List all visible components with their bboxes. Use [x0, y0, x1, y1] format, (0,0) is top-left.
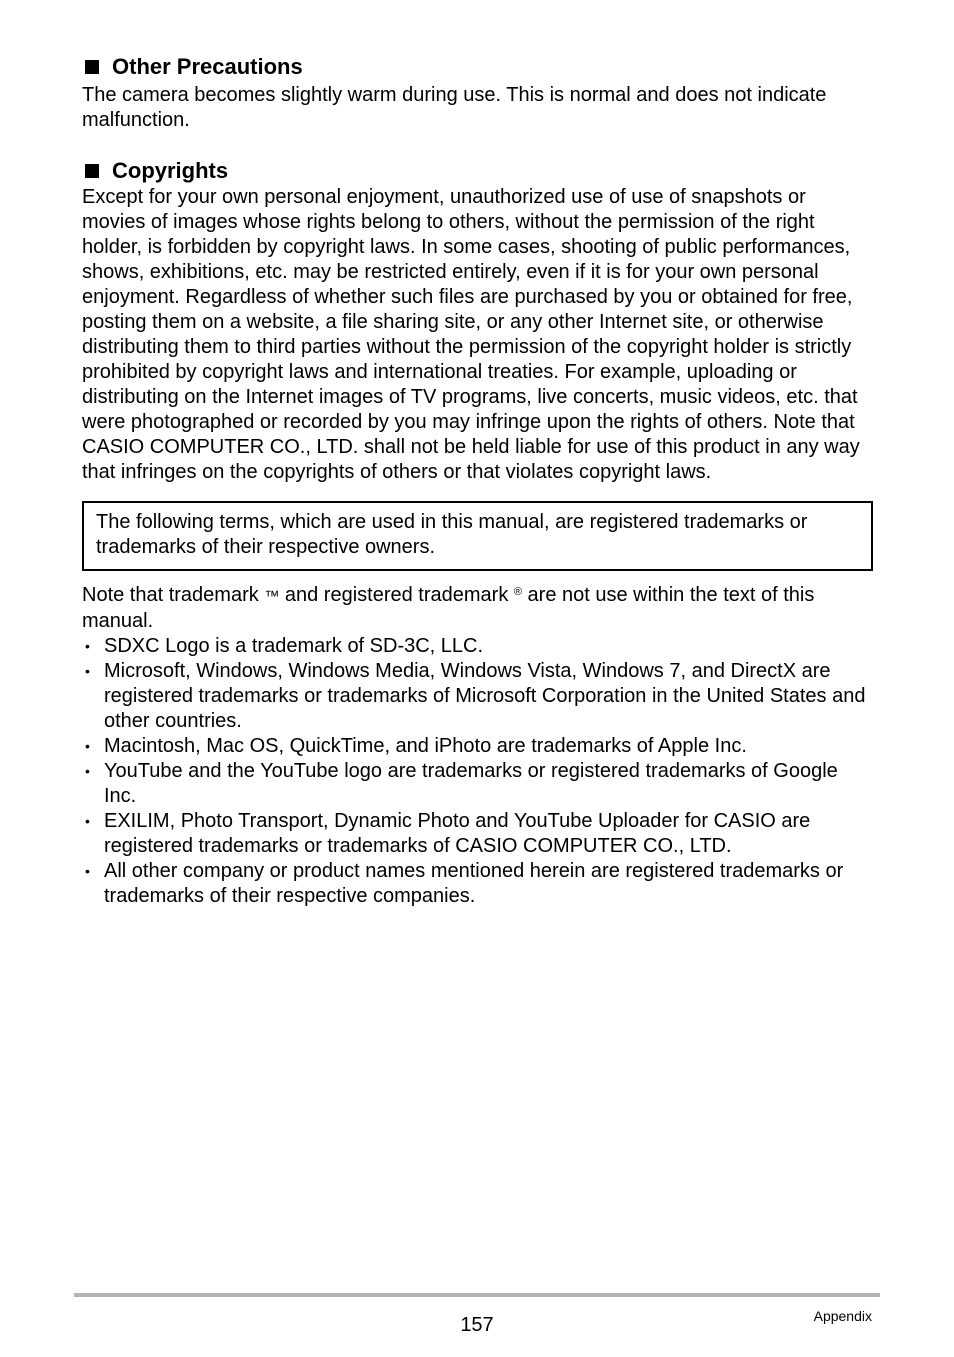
trademark-symbol-note — [82, 580, 874, 634]
black-square-icon — [85, 60, 99, 74]
bullet-icon: • — [85, 813, 90, 829]
list-item — [82, 759, 874, 809]
heading-text: Copyrights — [112, 158, 229, 183]
list-item — [82, 859, 874, 909]
list-item-text: Macintosh, Mac OS, QuickTime, and iPhoto are trademarks of Apple Inc. — [104, 735, 747, 757]
list-item-text: SDXC Logo is a trademark of SD-3C, LLC. — [104, 635, 484, 657]
page-content — [82, 52, 874, 909]
list-item — [82, 659, 874, 734]
list-item-text: Microsoft, Windows, Windows Media, Windows Vista, Windows 7, and DirectX are registered trademarks or trademarks of Microsoft Corporation in the United States and other countries. — [104, 660, 866, 732]
section-heading — [82, 52, 874, 82]
trademark-box-note: The following terms, which are used in this manual, are registered trademarks or trademarks of their respective owners. — [82, 501, 873, 571]
note-text: Note that trademark — [82, 584, 265, 606]
section-other-precautions — [82, 52, 874, 133]
footer-section-name: Appendix — [813, 1308, 872, 1324]
registered-symbol: ® — [513, 586, 522, 598]
bullet-icon: • — [85, 738, 90, 754]
page-number: 157 — [460, 1314, 494, 1336]
bullet-icon: • — [85, 663, 90, 679]
heading-text: Other Precautions — [112, 54, 303, 79]
black-square-icon — [85, 164, 99, 178]
section-heading — [82, 156, 874, 186]
note-text: and registered trademark — [279, 584, 514, 606]
list-item — [82, 809, 874, 859]
list-item-text: All other company or product names mentioned herein are registered trademarks or trademarks of their respective companies. — [104, 860, 844, 907]
list-item — [82, 734, 874, 759]
bullet-icon: • — [85, 638, 90, 654]
note-text: are not use within the text of this manual. — [82, 584, 815, 632]
trademark-symbol: ™ — [264, 588, 280, 605]
footer-rule — [74, 1293, 880, 1297]
list-item — [82, 634, 874, 659]
section-body: The camera becomes slightly warm during use. This is normal and does not indicate malfunction. — [82, 84, 827, 131]
list-item-text: EXILIM, Photo Transport, Dynamic Photo and YouTube Uploader for CASIO are registered trademarks or trademarks of CASIO COMPUTER CO., LTD. — [104, 810, 811, 857]
section-copyrights — [82, 156, 874, 485]
trademark-list — [82, 634, 874, 909]
list-item-text: YouTube and the YouTube logo are trademarks or registered trademarks of Google Inc. — [104, 760, 838, 807]
bullet-icon: • — [85, 763, 90, 779]
section-body: Except for your own personal enjoyment, unauthorized use of use of snapshots or movies of images whose rights belong to others, without the permission of the right holder, is forbidden by copyright laws. In some cases, shooting of public performances, shows, exhibitions, etc. may be restricted entirely, even if it is for your own personal enjoyment. Regardless of whether such files are purchased by you or obtained for free, posting them on a website, a file sharing site, or any other Internet site, or otherwise distributing them to third parties without the permission of the copyright holder is strictly prohibited by copyright laws and international treaties. For example, uploading or distributing on the Internet images of TV programs, live concerts, music videos, etc. that were photographed or recorded by you may infringe upon the rights of others. Note that CASIO COMPUTER CO., LTD. shall not be held liable for use of this product in any way that infringes on the copyrights of others or that violates copyright laws. — [82, 186, 860, 483]
bullet-icon: • — [85, 863, 90, 879]
